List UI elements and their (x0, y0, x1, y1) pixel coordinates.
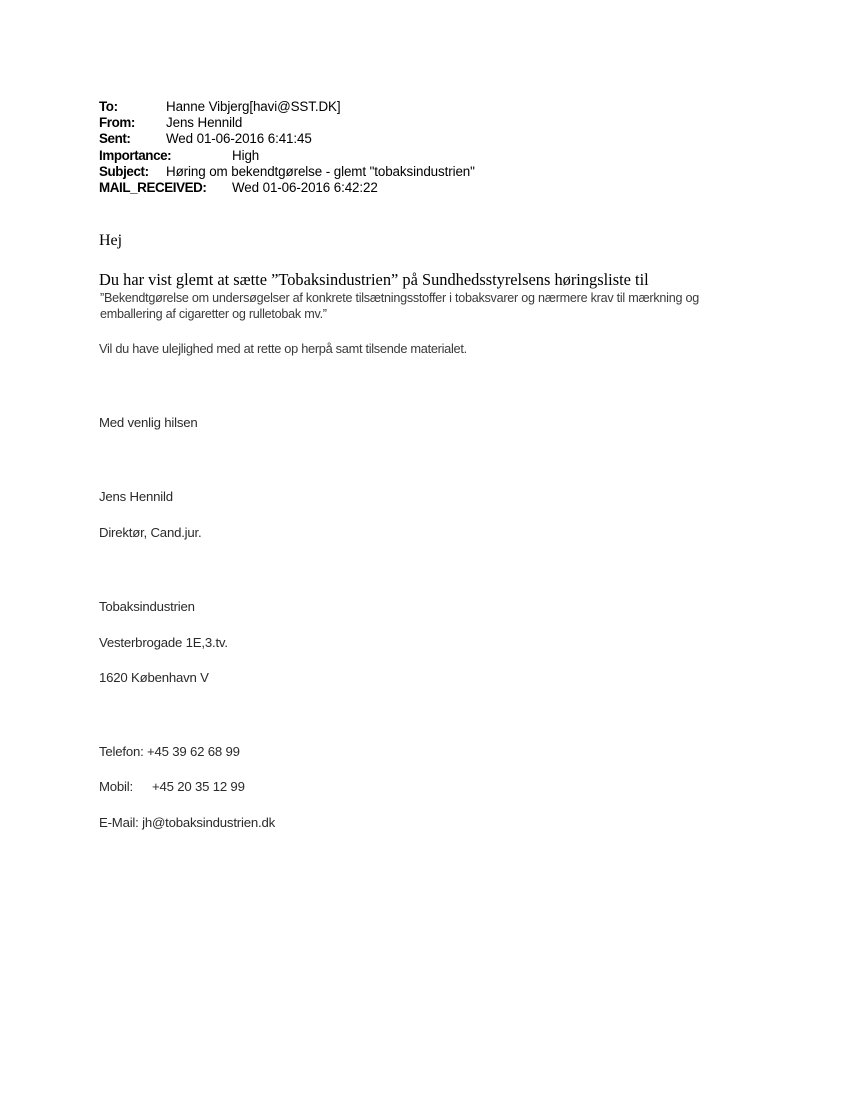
mail-received-label: MAIL_RECEIVED: (99, 179, 207, 195)
closing: Med venlig hilsen (99, 415, 198, 430)
to-row (99, 99, 719, 115)
sent-label: Sent: (99, 131, 131, 147)
importance-label: Importance: (99, 147, 172, 163)
email-header (99, 99, 719, 196)
intro-text: Du har vist glemt at sætte ”Tobaksindustrien” på Sundhedsstyrelsens høringsliste til (99, 270, 649, 289)
subject-value: Høring om bekendtgørelse - glemt "tobaksindustrien" (166, 163, 475, 179)
importance-row (99, 148, 719, 164)
to-value: Hanne Vibjerg[havi@SST.DK] (166, 99, 341, 114)
phone-number: Telefon: +45 39 62 68 99 (99, 744, 240, 759)
sent-row (99, 131, 719, 147)
importance-value: High (232, 147, 260, 163)
sender-title: Direktør, Cand.jur. (99, 525, 202, 540)
street-address: Vesterbrogade 1E,3.tv. (99, 635, 228, 650)
from-label: From: (99, 115, 135, 131)
from-row (99, 115, 719, 131)
mobile-label: Mobil: (99, 779, 133, 794)
from-value: Jens Hennild (166, 115, 243, 131)
mail-received-row (99, 180, 719, 196)
greeting: Hej (99, 232, 123, 249)
sender-name: Jens Hennild (99, 489, 173, 504)
request-text: Vil du have ulejlighed med at rette op herpå samt tilsende materialet. (99, 341, 467, 356)
subject-label: Subject: (99, 163, 149, 179)
city-address: 1620 København V (99, 670, 209, 685)
quoted-title: ”Bekendtgørelse om undersøgelser af konkrete tilsætningsstoffer i tobaksvarer og nærmere krav til mærkning og emballering af cigaretter og rulletobak mv.” (100, 291, 699, 322)
subject-row (99, 164, 719, 180)
to-label: To: (99, 99, 118, 114)
mail-received-value: Wed 01-06-2016 6:42:22 (232, 179, 378, 195)
email-address: E-Mail: jh@tobaksindustrien.dk (99, 815, 275, 830)
sent-value: Wed 01-06-2016 6:41:45 (166, 131, 312, 147)
mobile-number: +45 20 35 12 99 (152, 779, 245, 794)
company-name: Tobaksindustrien (99, 599, 195, 614)
